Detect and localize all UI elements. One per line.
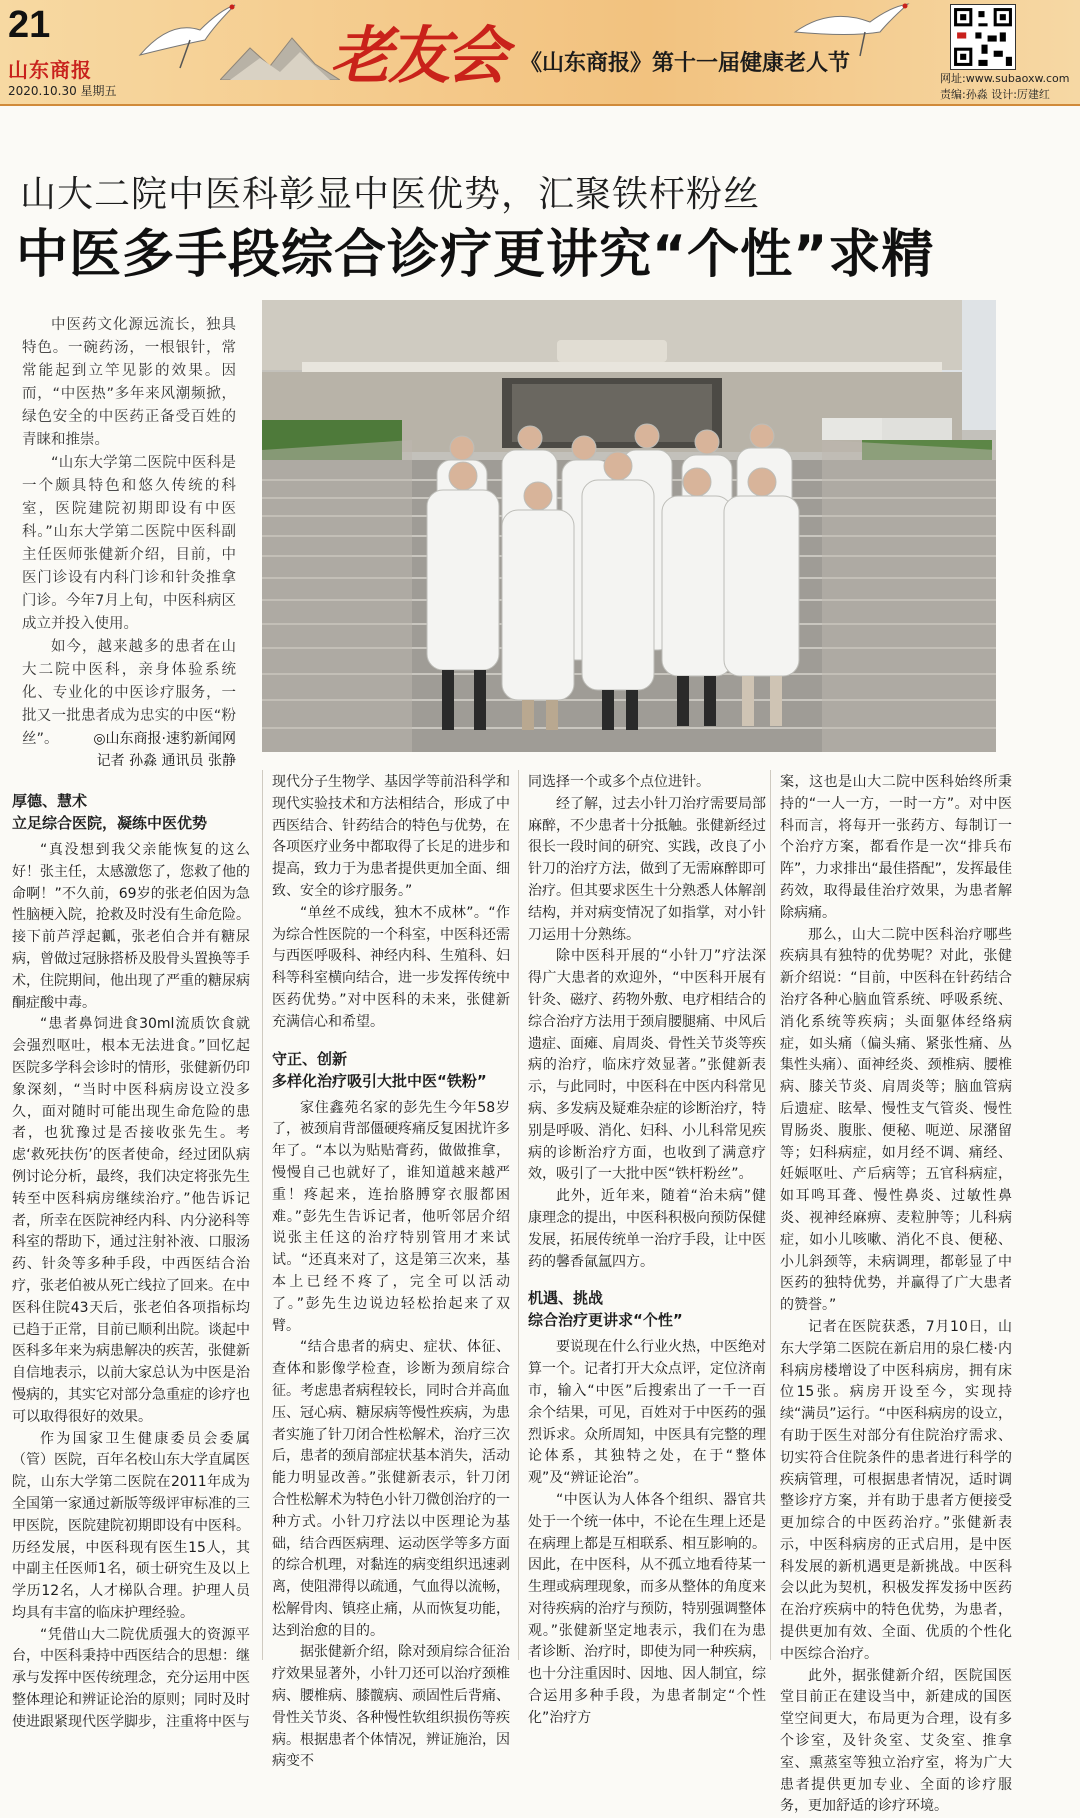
body-paragraph: “中医认为人体各个组织、器官共处于一个统一体中，不论在生理上还是在病理上都是互相联系、相互影响的。因此，在中医科，从不孤立地看待某一生理或病理现象，而多从整体的角度来对待疾病的治疗与预防，特别强调整体观。”张健新坚定地表示，我们在为患者诊断、治疗时，即使为同一种疾病，也十分注重因时、因地、因人制宜，综合运用多种手段，为患者制定“个性化”治疗方 [528, 1491, 766, 1726]
column-divider [518, 770, 519, 1660]
lead-paragraph: “山东大学第二医院中医科是一个颇具特色和悠久传统的科室，医院建院初期即设有中医科。”山东大学第二医院中医科副主任医师张健新介绍，目前，中医门诊设有内科门诊和针灸推拿门诊。今年7月上旬，中医科病区成立并投入使用。 [22, 455, 236, 632]
body-paragraph: 此外，近年来，随着“治未病”健康理念的提出，中医科积极向预防保健发展，拓展传统单一治疗手段，让中医药的馨香氤氲四方。 [528, 1188, 766, 1270]
body-paragraph: “凭借山大二院优质强大的资源平台，中医科秉持中西医结合的思想：继承与发挥中医传统理念，充分运用中医整体理论和辨证论治的原则；同时及时使进跟紧现代医学脚步，注重将中医与 [12, 1626, 250, 1730]
lead-paragraph: 如今，越来越多的患者在山大二院中医科，亲身体验系统化、专业化的中医诊疗服务，一批又一批患者成为忠实的中医“粉丝”。 [22, 639, 236, 747]
body-paragraph: 记者在医院获悉，7月10日，山东大学第二医院在新启用的泉仁楼·内科病房楼增设了中医科病房，拥有床位15张。病房开设至今，实现持续“满员”运行。“中医科病房的设立，有助于医生对部分有住院治疗需求、切实符合住院条件的患者进行科学的疾病管理，可根据患者情况，适时调整诊疗方案，并有助于患者方便接受更加综合的中医药治疗。”张健新表示，中医科病房的正式启用，是中医科发展的新机遇更是新挑战。中医科会以此为契机，积极发挥发扬中医药在治疗疾病中的特色优势，为患者，提供更加有效、全面、优质的个性化中医综合治疗。 [780, 1318, 1012, 1662]
article-column-2 [272, 772, 510, 1773]
masthead [0, 0, 1080, 106]
body-paragraph: 经了解，过去小针刀治疗需要局部麻醉，不少患者十分抵触。张健新经过很长一段时间的研究、实践，改良了小针刀的治疗方法，做到了无需麻醉即可治疗。但其要求医生十分熟悉人体解剖结构，并对病变情况了如指掌，对小针刀运用十分熟练。 [528, 795, 766, 943]
event-title: 《山东商报》第十一届健康老人节 [520, 51, 851, 76]
body-paragraph: 作为国家卫生健康委员会委属（管）医院，百年名校山东大学直属医院，山东大学第二医院在2011年成为全国第一家通过新版等级评审标准的三甲医院，医院建院初期即设有中医科。历经发展，中医科现有医生15人，其中副主任医师1名，硕士研究生及以上学历12名，人才梯队合理。护理人员均具有丰富的临床护理经验。 [12, 1430, 250, 1621]
body-paragraph: “患者鼻饲进食30ml流质饮食就会强烈呕吐，根本无法进食。”回忆起医院多学科会诊时的情形，张健新仍印象深刻，“当时中医科病房设立没多久，面对随时可能出现生命危险的患者，也犹豫过是否接收张先生。考虑‘救死扶伤’的医者使命，经过团队病例讨论分析，最终，我们决定将张先生转至中医科病房继续治疗。”他告诉记者，所幸在医院神经内科、内分泌科等科室的帮助下，通过注射补液、口服汤药、针灸等多种手段，中西医结合治疗，张老伯被从死亡线拉了回来。在中医科住院43天后，张老伯各项指标均已趋于正常，目前已顺利出院。谈起中医科多年来为病患解决的疾苦，张健新自信地表示，以前大家总认为中医是治慢病的，其实它对部分急重症的诊疗也可以取得很好的效果。 [12, 1016, 250, 1425]
staff-group-photo [262, 300, 996, 752]
body-paragraph: 案，这也是山大二院中医科始终所秉持的“一人一方，一时一方”。对中医科而言，将每开一张药方、每制订一个治疗方案，都看作是一次“排兵布阵”，力求排出“最佳搭配”，发挥最佳药效，取得最佳治疗效果，为患者解除病痛。 [780, 774, 1012, 921]
newspaper-name: 山东商报 [8, 58, 92, 82]
column-brand-title: 老友会 [330, 19, 505, 92]
body-paragraph: 此外，据张健新介绍，医院国医堂目前正在建设当中，新建成的国医堂空间更大，布局更为合理，设有多个诊室，及针灸室、艾灸室、推拿室、熏蒸室等独立治疗室，将为广大患者提供更加专业、全面的诊疗服务，更加舒适的诊疗环境。 [780, 1667, 1012, 1815]
doctors-group [427, 424, 799, 700]
body-paragraph: 要说现在什么行业火热，中医绝对算一个。记者打开大众点评，定位济南市，输入“中医”后搜索出了一千一百余个结果，可见，百姓对于中医药的强烈诉求。众所周知，中医具有完整的理论体系，其独特之处，在于“整体观”及“辨证论治”。 [528, 1339, 766, 1487]
issue-date: 2020.10.30 星期五 [8, 84, 117, 98]
article-column-3 [528, 772, 766, 1730]
body-paragraph: 除中医科开展的“小针刀”疗法深得广大患者的欢迎外，“中医科开展有针灸、磁疗、药物外敷、电疗相结合的综合治疗方法用于颈肩腰腿痛、中风后遗症、面瘫、肩周炎、骨性关节炎等疾病的治疗，临床疗效显著。”张健新表示，与此同时，中医科在中医内科常见病、多发病及疑难杂症的诊断治疗，特别是呼吸、消化、妇科、小儿科常见疾病的诊断治疗方面，也收到了满意疗效，吸引了一大批中医“铁杆粉丝”。 [528, 948, 766, 1183]
body-paragraph: 家住鑫苑名家的彭先生今年58岁了，被颈肩背部僵硬疼痛反复困扰许多年了。“本以为贴贴膏药，做做推拿，慢慢自己也就好了，谁知道越来越严重！疼起来，连抬胳膊穿衣服都困难。”彭先生告诉记者，他听邻居介绍说张主任这的治疗特别管用才来试试。“还真来对了，这是第三次来，基本上已经不疼了，完全可以活动了。”彭先生边说边轻松抬起来了双臂。 [272, 1099, 510, 1334]
editor-credits: 责编:孙淼 设计:厉建红 [940, 88, 1050, 101]
body-paragraph: 同选择一个或多个点位进针。 [528, 774, 710, 790]
byline-source: ◎山东商报·速豹新闻网 [93, 731, 236, 747]
section-heading-line: 守正、创新 [272, 1049, 348, 1068]
section-heading-line: 机遇、挑战 [528, 1289, 604, 1308]
website-url: 网址:www.subaoxw.com [940, 72, 1070, 85]
section-heading [12, 790, 250, 834]
page-number: 21 [8, 4, 51, 46]
body-paragraph: “结合患者的病史、症状、体征、查体和影像学检查，诊断为颈肩综合征。考虑患者病程较长，同时合并高血压、冠心病、糖尿病等慢性疾病，为患者实施了针刀闭合性松解术，治疗三次后，患者的颈肩部症状基本消失，活动能力明显改善。”张健新表示，针刀闭合性松解术为特色小针刀微创治疗的一种方式。小针刀疗法以中医理论为基础，结合西医病理、运动医学等多方面的综合机理，对黏连的病变组织迅速剥离，使阻滞得以疏通，气血得以流畅，松解骨肉、镇痉止痛，从而恢复功能，达到治愈的目的。 [272, 1339, 510, 1639]
qr-code-icon [950, 4, 1016, 70]
section-heading-line: 多样化治疗吸引大批中医“铁粉” [272, 1071, 487, 1090]
column-divider [770, 770, 771, 1660]
body-paragraph: “真没想到我父亲能恢复的这么好！张主任，太感激您了，您救了他的命啊！”不久前，69岁的张老伯因为急性脑梗入院，抢救及时没有生命危险。接下前芦浮起瓤，张老伯合并有糖尿病，曾做过冠脉搭桥及股骨头置换等手术，住院期间，他出现了严重的糖尿病酮症酸中毒。 [12, 842, 250, 1011]
article-column-4 [780, 772, 1012, 1818]
article-column-1 [12, 784, 250, 1734]
body-paragraph: 那么，山大二院中医科治疗哪些疾病具有独特的优势呢？对此，张健新介绍说：“目前，中医科在针药结合治疗各种心脑血管系统、呼吸系统、消化系统等疾病；头面躯体经络病症，如头痛（偏头痛、紧张性痛、丛集性头痛）、面神经炎、颈椎病、腰椎病、膝关节炎、肩周炎等；脑血管病后遗症、眩晕、慢性支气管炎、慢性胃肠炎、腹胀、便秘、呃逆、尿潴留等；妇科病症，如月经不调、痛经、妊娠呕吐、产后病等；五官科病症，如耳鸣耳聋、慢性鼻炎、过敏性鼻炎、视神经麻痹、麦粒肿等；儿科病症，如小儿咳嗽、消化不良、便秘、小儿斜颈等，未病调理，都彰显了中医药的独特优势，并赢得了广大患者的赞誉。” [780, 926, 1012, 1314]
section-heading-line: 综合治疗更讲求“个性” [528, 1311, 683, 1330]
section-heading-line: 厚德、慧术 [12, 792, 88, 810]
photo-illustration [262, 300, 996, 752]
section-heading-line: 立足综合医院，凝练中医优势 [12, 814, 208, 832]
body-paragraph: 现代分子生物学、基因学等前沿科学和现代实验技术和方法相结合，形成了中西医结合、针药结合的特色与优势，在各项医疗业务中都取得了长足的进步和提高，致力于为患者提供更加全面、细致、安全的诊疗服务。” [272, 774, 510, 899]
lead-paragraph: 中医药文化源远流长，独具特色。一碗药汤，一根银针，常常能起到立竿见影的效果。因而，“中医热”多年来风潮频掀，绿色安全的中医药正备受百姓的青睐和推崇。 [22, 317, 236, 448]
article-kicker: 山大二院中医科彰显中医优势，汇聚铁杆粉丝 [20, 174, 761, 215]
crane-illustration-right [790, 2, 910, 58]
body-paragraph: 据张健新介绍，除对颈肩综合征治疗效果显著外，小针刀还可以治疗颈椎病、腰椎病、膝髋病、顽固性后背痛、骨性关节炎、各种慢性软组织损伤等疾病。根据患者个体情况，辨证施治，因病变不 [272, 1644, 510, 1770]
section-heading [272, 1048, 510, 1092]
section-heading [528, 1287, 766, 1331]
body-paragraph: “单丝不成线，独木不成林”。“作为综合性医院的一个科室，中医科还需与西医呼吸科、神经内科、生殖科、妇科等科室横向结合，进一步发挥传统中医药优势。”对中医科的未来，张健新充满信心和希望。 [272, 904, 510, 1030]
article-headline: 中医多手段综合诊疗更讲究“个性”求精 [16, 225, 935, 285]
byline-reporters: 记者 孙淼 通讯员 张静 [96, 753, 236, 769]
mountain-illustration [220, 30, 340, 80]
article-lead [22, 314, 236, 751]
column-divider [262, 770, 263, 1660]
byline [22, 728, 236, 772]
